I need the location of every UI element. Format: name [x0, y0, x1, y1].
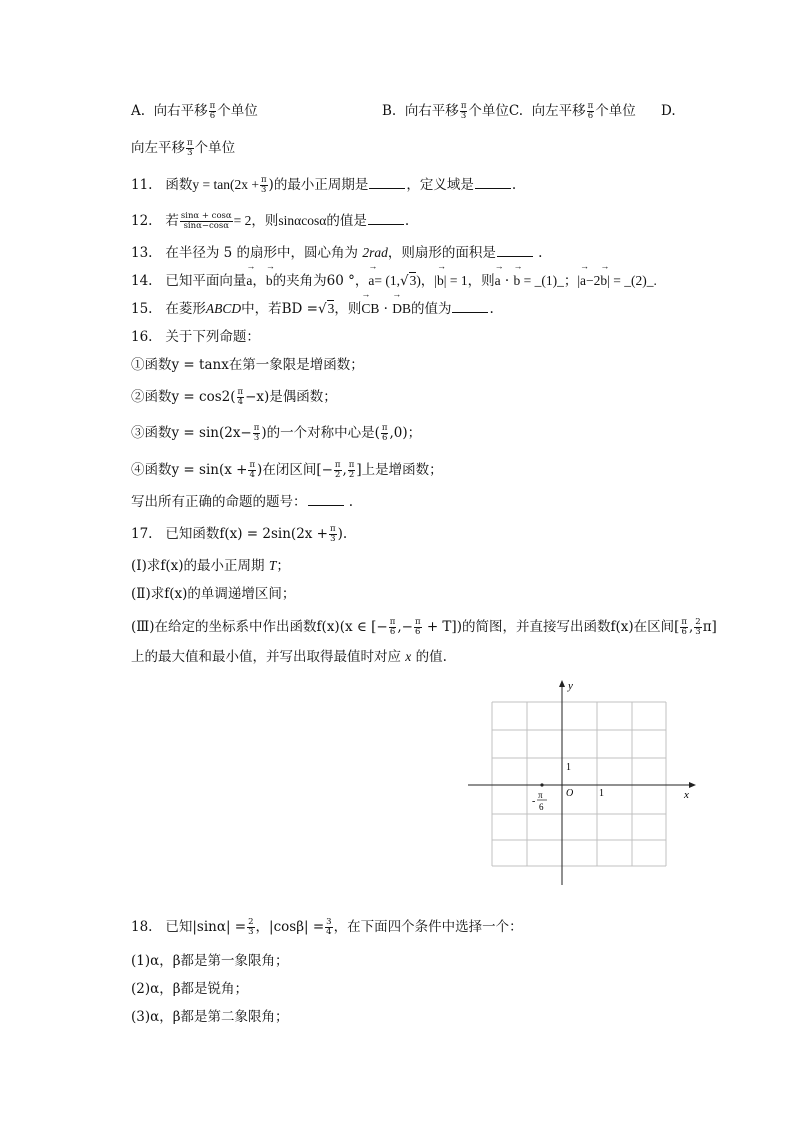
coordinate-grid	[460, 675, 700, 890]
q17-part-3-cont: 上的最大值和最小值，并写出取得最值时对应 x 的值.	[131, 649, 447, 665]
x-axis-label: x	[684, 789, 689, 801]
q18-cond-1: (1)α，β都是第一象限角；	[131, 953, 289, 969]
answer-blank	[308, 493, 344, 506]
answer-blank	[475, 176, 511, 189]
question-18: 18. 已知|sinα| = $\frac{2}{3}$ ，|cosβ| = $\frac{3}{4}$ ，在下面四个条件中选择一个：	[131, 917, 523, 937]
question-12: 12. 若 $\frac{\sin\alpha + \cos\alpha}{\sin\alpha-\cos\alpha}$ = 2，则sinαcosα的值是 .	[131, 211, 410, 231]
tick-pi: π	[538, 790, 543, 800]
answer-blank	[369, 176, 405, 189]
answer-blank	[368, 212, 404, 225]
option-a: A. 向右平移 $\frac{\pi}{6}$ 个单位	[131, 101, 258, 121]
q17-part-1: (Ⅰ)求f(x)的最小正周期 T；	[131, 558, 290, 574]
question-17: 17. 已知函数f(x) = 2sin(2x + $\frac{\pi}{3}$ ).	[131, 524, 348, 544]
grid-lines	[492, 702, 666, 866]
q16-item-1: ①函数y = tanx在第一象限是增函数；	[131, 357, 364, 373]
question-14: 14. 已知平面向量→ a，→ b的夹角为60 °，→ a= (1,√3)，|→ b| = 1，则→ a · → b = _(1)_；|→ a−2→ b| = _(2)_.	[131, 272, 657, 290]
q18-cond-3: (3)α，β都是第二象限角；	[131, 1009, 289, 1025]
answer-blank	[497, 244, 533, 257]
x-tick-1: 1	[599, 788, 604, 799]
fraction-pi-6: $\frac{\pi}{6}$	[209, 101, 216, 121]
q16-item-3: ③函数y = sin(2x− $\frac{\pi}{3}$ )的一个对称中心是( $\frac{\pi}{6}$ ,0)；	[131, 423, 422, 443]
neg-sign: -	[532, 796, 536, 807]
y-axis-arrow	[559, 680, 565, 687]
option-d: 向左平移 $\frac{\pi}{3}$ 个单位	[131, 138, 236, 158]
q16-item-4: ④函数y = sin(x + $\frac{\pi}{4}$ )在闭区间[− $\frac{\pi}{2}$ , $\frac{\pi}{2}$ ]上是增函数；	[131, 460, 443, 480]
question-16-title: 16. 关于下列命题：	[131, 329, 260, 345]
question-11: 11. 函数y = tan(2x + $\frac{\pi}{3}$ )的最小正周期是 ，定义域是 .	[131, 175, 517, 195]
answer-blank	[452, 300, 488, 313]
origin-label: O	[566, 788, 574, 799]
y-tick-1: 1	[566, 762, 571, 773]
tick-six: 6	[539, 802, 544, 812]
q17-part-2: (Ⅱ)求f(x)的单调递增区间；	[131, 586, 296, 602]
y-axis-label: y	[568, 680, 573, 692]
option-b: B. 向右平移 $\frac{\pi}{3}$ 个单位C. 向左平移 $\frac{\pi}{6}$ 个单位	[382, 101, 636, 121]
q16-ask: 写出所有正确的命题的题号： .	[131, 494, 354, 510]
q18-cond-2: (2)α，β都是锐角；	[131, 981, 249, 997]
q16-item-2: ②函数y = cos2( $\frac{\pi}{4}$ −x)是偶函数；	[131, 387, 337, 407]
option-d-label: D.	[661, 103, 676, 119]
question-15: 15. 在菱形ABCD中，若BD =√3，则→ CB · → DB的值为 .	[131, 300, 494, 318]
q17-part-3: (Ⅲ)在给定的坐标系中作出函数f(x)(x ∈ [− $\frac{\pi}{6}$ ,− $\frac{\pi}{6}$ + T])的简图，并直接写出函数f(x)在区间[ $\frac{\pi}{6}$ , $\frac{2}{3}$ π]	[131, 617, 717, 637]
question-13: 13. 在半径为 5 的扇形中，圆心角为 2rad，则扇形的面积是 .	[131, 245, 543, 261]
point-neg-pi-6	[540, 783, 543, 786]
x-axis-arrow	[689, 782, 696, 788]
